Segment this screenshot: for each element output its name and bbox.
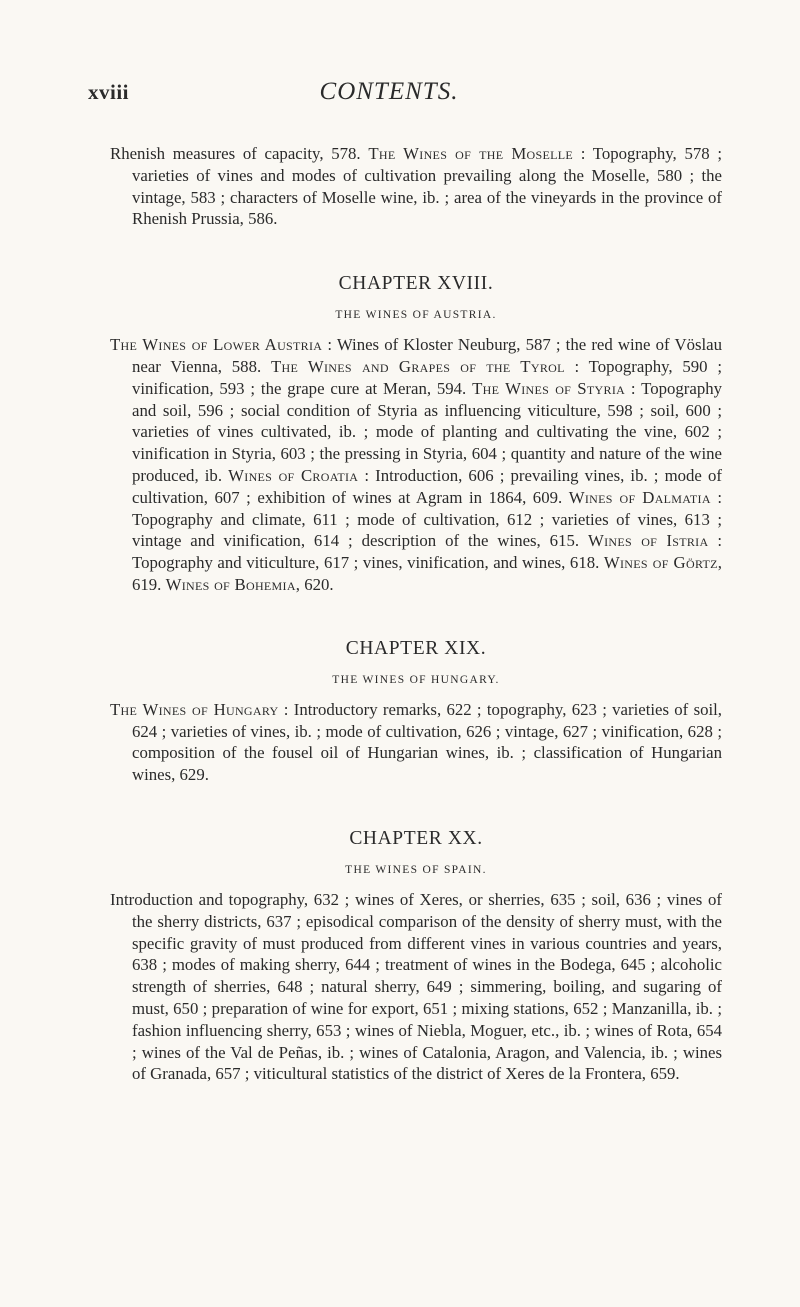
section-title-gortz: Wines of Görtz xyxy=(603,553,718,573)
entry-text: : Introductory remarks, 622 ; topography, 623 ; varieties of soil, 624 ; varieties of vines, ib. ; mode of cultivation, 626 ; vintage, 627 ; vinification, 628 ; composition of the fousel oil of Hungarian wines, ib. ; classification of Hungarian wines, 629. xyxy=(132,699,723,785)
entry-text: : Topography and viticulture, 617 ; vines, vinification, and wines, 618. xyxy=(132,531,723,573)
chapter-subtitle-20: THE WINES OF SPAIN. xyxy=(345,863,487,876)
section-title-lower-austria: The Wines of Lower Austria xyxy=(110,335,323,355)
running-title: CONTENTS. xyxy=(319,78,459,105)
contents-entry-hungary xyxy=(110,699,722,786)
chapter-heading-19: CHAPTER XIX. xyxy=(345,637,487,659)
contents-entry-spain xyxy=(110,889,722,1085)
entry-text: Rhenish measures of capacity, 578. xyxy=(110,144,369,163)
entry-text: Introduction and topography, 632 ; wines of Xeres, or sherries, 635 ; soil, 636 ; vines of the sherry districts, 637 ; episodical comparison of the density of sherry must, with the specific gravity of must produced from different vines in various countries and years, 638 ; modes of making sherry, 644 ; treatment of wines in the Bodega, 645 ; alcoholic strength of sherries, 648 ; natural sherry, 649 ; simmering, boiling, and sugaring of must, 650 ; preparation of wine for export, 651 ; mixing stations, 652 ; Manzanilla, ib. ; fashion influencing sherry, 653 ; wines of Niebla, Moguer, etc., ib. ; wines of Rota, 654 ; wines of the Val de Peñas, ib. ; wines of Catalonia, Aragon, and Valencia, ib. ; wines of Granada, 657 ; viticultural statistics of the district of Xeres de la Frontera, 659. xyxy=(110,889,722,1084)
entry-text: : Topography, 578 ; varieties of vines and modes of cultivation prevailing along the Moselle, 580 ; the vintage, 583 ; characters of Moselle wine, ib. ; area of the vineyards in the province of Rhenish Prussia, 586. xyxy=(132,144,722,229)
entry-text: : Wines of Kloster Neuburg, 587 ; the red wine of Vöslau near Vienna, 588. xyxy=(132,335,722,376)
entry-text: , 620. xyxy=(295,574,334,594)
chapter-subtitle-18: THE WINES OF AUSTRIA. xyxy=(335,309,497,322)
section-title-hungary: The Wines of Hungary xyxy=(110,699,279,719)
entry-text: : Topography, 590 ; vinification, 593 ; the grape cure at Meran, 594. xyxy=(132,356,723,398)
chapter-heading-18: CHAPTER XVIII. xyxy=(338,273,494,295)
section-title-croatia: Wines of Croatia xyxy=(228,465,359,485)
contents-body xyxy=(110,143,722,1085)
section-title-moselle: The Wines of the Moselle xyxy=(368,144,574,163)
contents-entry-moselle xyxy=(110,143,722,230)
page-header xyxy=(88,78,690,118)
contents-entry-austria xyxy=(110,334,722,596)
section-title-dalmatia: Wines of Dalmatia xyxy=(568,487,711,507)
section-title-styria: The Wines of Styria xyxy=(472,378,626,398)
page-number: xviii xyxy=(88,80,130,104)
section-title-bohemia: Wines of Bohemia xyxy=(165,574,296,594)
entry-text: : Topography and soil, 596 ; social condition of Styria as influencing viticulture, 598 ; soil, 600 ; varieties of vines cultivated, ib. ; mode of planting and cultivating the vine, 602 ; vinification in Styria, 603 ; the pressing in Styria, 604 ; quantity and nature of the wine produced, ib. xyxy=(132,378,722,485)
entry-text: , 619. xyxy=(132,553,722,594)
chapter-heading-20: CHAPTER XX. xyxy=(349,827,483,849)
section-title-istria: Wines of Istria xyxy=(587,531,709,551)
section-title-tyrol: The Wines and Grapes of the Tyrol xyxy=(270,356,565,376)
chapter-subtitle-19: THE WINES OF HUNGARY. xyxy=(332,673,500,686)
entry-text: : Topography and climate, 611 ; mode of cultivation, 612 ; varieties of vines, 613 ; vintage and vinification, 614 ; description of the wines, 615. xyxy=(132,487,722,551)
entry-text: : Introduction, 606 ; prevailing vines, ib. ; mode of cultivation, 607 ; exhibition of wines at Agram in 1864, 609. xyxy=(132,465,722,507)
